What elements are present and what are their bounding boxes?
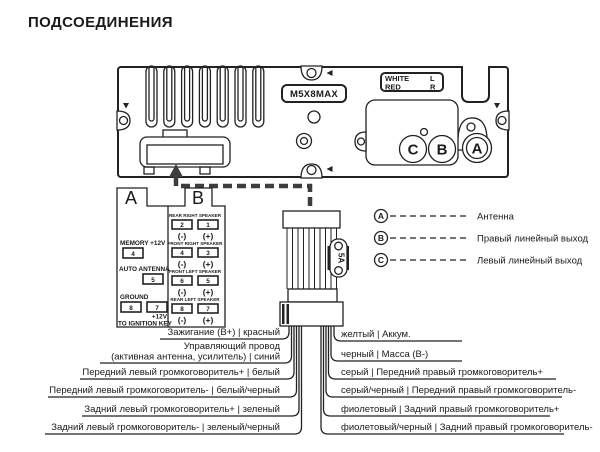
speaker-group-name: FRONT RIGHT SPEAKER [167, 241, 223, 246]
wire-label: фиолетовый/черный | Задний правый громкоговоритель- [341, 422, 593, 433]
pin-number: 5 [206, 278, 210, 286]
socket-outer [140, 137, 230, 167]
jack-label-r: R [430, 82, 436, 92]
wire-label: Задний левый громкоговоритель+ | зеленый [84, 404, 280, 415]
ignition-label-1: +12V [151, 313, 167, 321]
polarity-pos: (+) [202, 287, 214, 297]
wire-label: желтый | Аккум. [341, 329, 411, 340]
wire-label: серый | Передний правый громкоговоритель+ [341, 367, 543, 378]
wire-label: фиолетовый | Задний правый громкоговоритель+ [341, 404, 560, 415]
polarity-neg: (-) [177, 287, 187, 297]
antenna-jack-a-label: A [471, 140, 483, 158]
ground-label: GROUND [120, 294, 149, 301]
u-cutout-fill [462, 65, 489, 102]
wire-label: Передний левый громкоговоритель- | белый/черный [49, 385, 280, 396]
wire-harness [280, 211, 349, 326]
wire-line [321, 326, 564, 434]
head-unit-rear-panel [117, 65, 509, 178]
auto-antenna-label: AUTO ANTENNA [119, 266, 170, 273]
harness-plug-bottom [280, 302, 343, 326]
pin-number: 1 [206, 222, 210, 230]
pin-number: 6 [180, 278, 184, 286]
harness-plug-neck [288, 289, 337, 302]
speaker-group-name: REAR LEFT SPEAKER [170, 297, 220, 302]
legend-key: C [377, 255, 385, 265]
polarity-pos: (+) [202, 259, 214, 269]
section-b-letter: B [191, 188, 205, 208]
legend-key: A [377, 211, 385, 221]
wire-label: Зажигание (В+) | красный [167, 327, 280, 338]
legend-text: Антенна [477, 211, 514, 223]
fuse-rating: 5A [336, 252, 346, 264]
polarity-pos: (+) [202, 315, 214, 325]
pin-number: 7 [155, 304, 159, 312]
legend-text: Правый линейный выход [477, 233, 589, 245]
pin-number: 7 [206, 306, 210, 314]
wire-label: черный | Масса (В-) [341, 349, 429, 360]
pin-number: 8 [180, 306, 184, 314]
section-a-letter: A [124, 188, 138, 208]
pin-number: 2 [180, 222, 184, 230]
rca-jack-c-label: C [407, 141, 419, 159]
page-title: ПОДСОЕДИНЕНИЯ [28, 14, 173, 31]
model-label: M5X8MAX [289, 89, 339, 100]
connector-pinout [117, 188, 225, 328]
pin-number: 4 [131, 250, 135, 258]
polarity-neg: (-) [177, 231, 187, 241]
polarity-neg: (-) [177, 259, 187, 269]
jack-label-l: L [430, 74, 435, 83]
wires-left [45, 326, 302, 434]
ignition-label-2: TO IGNITION KEY [118, 320, 172, 328]
pin-number: 5 [151, 276, 155, 284]
pin-number: 4 [180, 250, 184, 258]
memory-label: MEMORY +12V [120, 240, 166, 247]
inline-fuse [328, 239, 350, 277]
harness-plug-top [283, 211, 340, 228]
wire-label: Задний левый громкоговоритель- | зеленый/черный [51, 422, 280, 433]
legend-key: B [377, 233, 385, 243]
plug-latch [287, 304, 290, 324]
wire-label: Передний левый громкоговоритель+ | белый [82, 367, 280, 378]
pin-number: 3 [206, 250, 210, 258]
wires-right [321, 326, 593, 434]
pin-number: 8 [129, 304, 133, 312]
main-socket [140, 130, 230, 174]
plug-latch [282, 304, 285, 324]
polarity-neg: (-) [177, 315, 187, 325]
rca-jack-b-label: B [436, 141, 448, 159]
legend [375, 210, 589, 267]
legend-text: Левый линейный выход [477, 255, 583, 267]
speaker-group-name: REAR RIGHT SPEAKER [168, 213, 222, 218]
speaker-group-name: FRONT LEFT SPEAKER [168, 269, 222, 274]
jack-label-white: WHITE [385, 74, 410, 83]
wire-label: Управляющий провод [183, 341, 280, 352]
wire-label: серый/черный | Передний правый громкоговоритель- [341, 385, 577, 396]
wire-label: (активная антенна, усилитель) | синий [111, 351, 280, 363]
jack-label-red: RED [385, 82, 401, 92]
polarity-pos: (+) [202, 231, 214, 241]
